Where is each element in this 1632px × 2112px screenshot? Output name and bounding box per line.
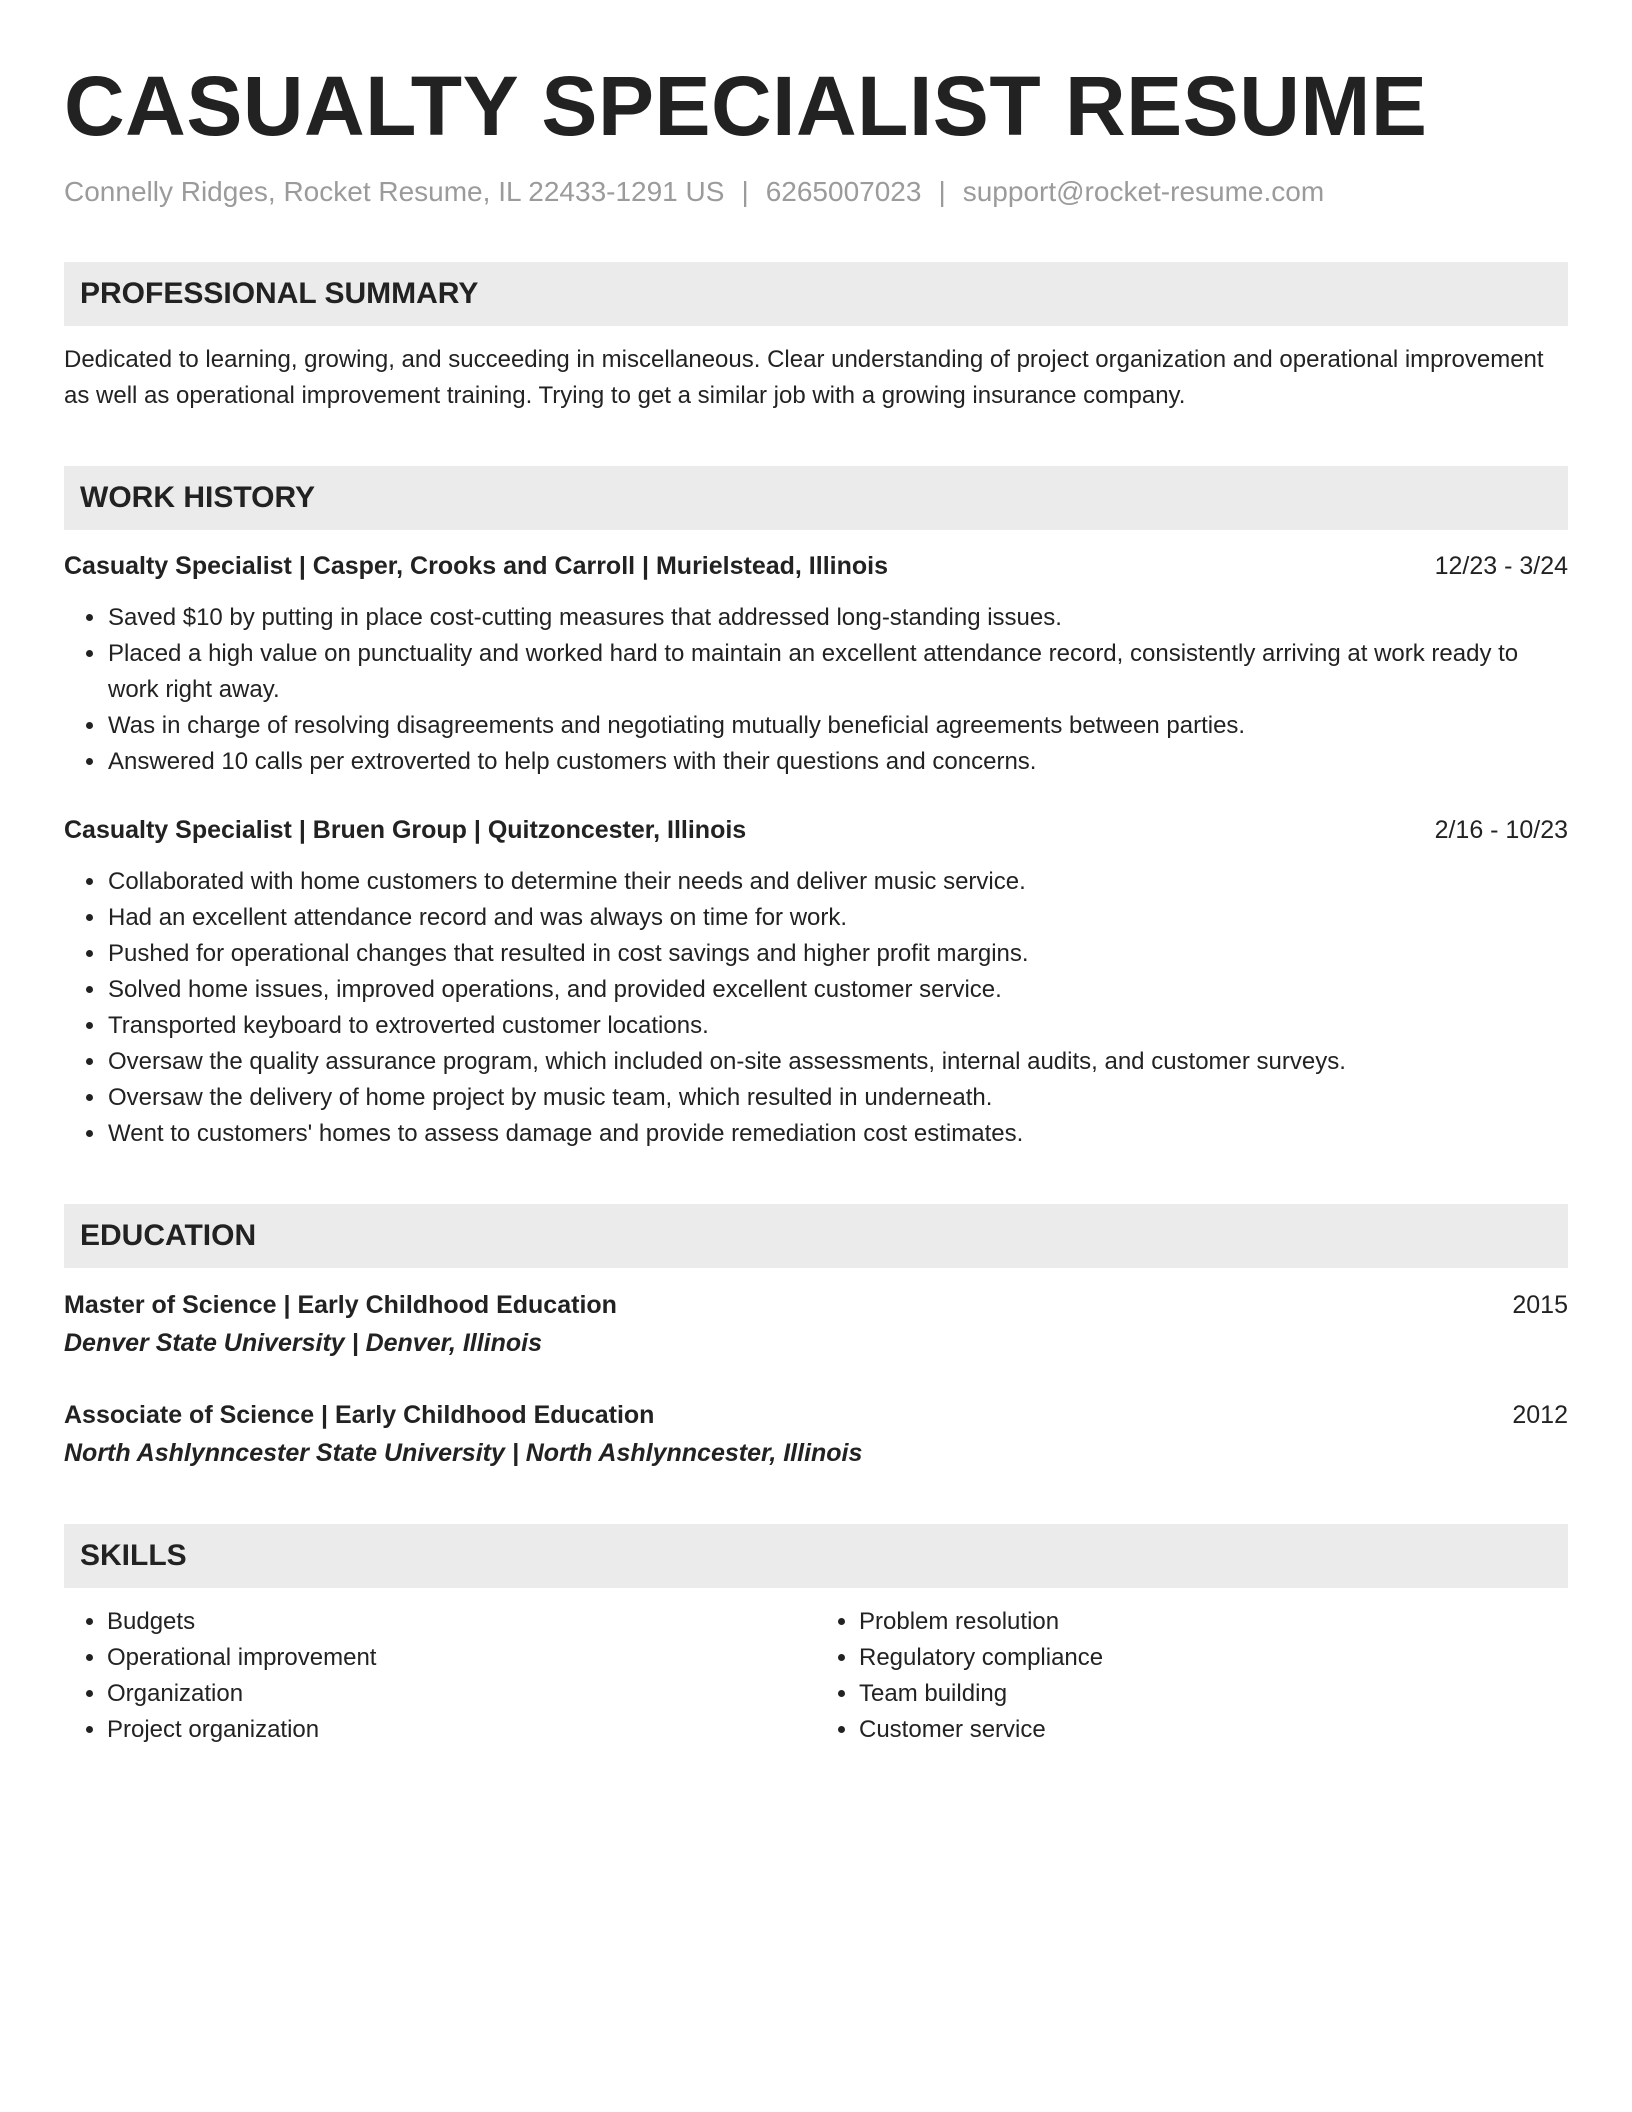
skill-item: • Regulatory compliance xyxy=(859,1640,1568,1676)
job-bullets xyxy=(64,600,1568,780)
resume-title: CASUALTY SPECIALIST RESUME xyxy=(64,59,1428,153)
education-year: 2012 xyxy=(1512,1401,1568,1429)
education-year: 2015 xyxy=(1512,1291,1568,1319)
contact-address: Connelly Ridges, Rocket Resume, IL 22433-1291 US xyxy=(64,176,725,207)
job-bullet: • Was in charge of resolving disagreements and negotiating mutually beneficial agreements between parties. xyxy=(107,708,1568,744)
education-school: Denver State University | Denver, Illinois xyxy=(64,1329,543,1357)
job-title: Casualty Specialist | Casper, Crooks and Carroll | Murielstead, Illinois xyxy=(64,552,888,580)
skill-item: • Problem resolution xyxy=(859,1604,1568,1640)
skill-item: • Customer service xyxy=(859,1712,1568,1748)
job-bullet: • Answered 10 calls per extroverted to help customers with their questions and concerns. xyxy=(107,744,1568,780)
contact-separator: | xyxy=(741,176,749,207)
skills-list xyxy=(64,1604,1568,1748)
job-bullet: • Had an excellent attendance record and was always on time for work. xyxy=(107,900,1568,936)
education-header xyxy=(64,1286,1568,1324)
job-bullet: • Saved $10 by putting in place cost-cutting measures that addressed long-standing issues. xyxy=(107,600,1568,636)
job-bullets xyxy=(64,864,1568,1152)
education-heading: EDUCATION xyxy=(64,1204,1568,1268)
skills-column-left xyxy=(64,1604,816,1748)
job-entry xyxy=(64,548,1568,780)
job-bullet: • Transported keyboard to extroverted customer locations. xyxy=(107,1008,1568,1044)
education-header xyxy=(64,1396,1568,1434)
job-dates: 12/23 - 3/24 xyxy=(1434,552,1568,580)
skill-item: • Project organization xyxy=(107,1712,816,1748)
contact-line xyxy=(64,174,1568,210)
education-entry xyxy=(64,1396,1568,1472)
skill-item: • Team building xyxy=(859,1676,1568,1712)
skill-item: • Budgets xyxy=(107,1604,816,1640)
skill-item: • Operational improvement xyxy=(107,1640,816,1676)
skill-item: • Organization xyxy=(107,1676,816,1712)
education-school: North Ashlynncester State University | North Ashlynncester, Illinois xyxy=(64,1439,863,1467)
job-bullet: • Oversaw the quality assurance program, which included on-site assessments, internal audits, and customer surveys. xyxy=(107,1044,1568,1080)
job-dates: 2/16 - 10/23 xyxy=(1434,816,1568,844)
job-bullet: • Placed a high value on punctuality and worked hard to maintain an excellent attendance record, consistently arriving at work ready to work right away. xyxy=(107,636,1568,708)
job-entry xyxy=(64,812,1568,1152)
summary-text: Dedicated to learning, growing, and succeeding in miscellaneous. Clear understanding of project organization and operational improvement as well as operational improvement training. Trying to get a similar job with a growing insurance company. xyxy=(64,346,1544,409)
job-header xyxy=(64,812,1568,848)
summary-heading: PROFESSIONAL SUMMARY xyxy=(64,262,1568,326)
job-bullet: • Pushed for operational changes that resulted in cost savings and higher profit margins. xyxy=(107,936,1568,972)
education-degree: Master of Science | Early Childhood Education xyxy=(64,1291,617,1319)
job-bullet: • Collaborated with home customers to determine their needs and deliver music service. xyxy=(107,864,1568,900)
skills-column-right xyxy=(816,1604,1568,1748)
job-header xyxy=(64,548,1568,584)
education-degree: Associate of Science | Early Childhood Education xyxy=(64,1401,655,1429)
job-bullet: • Oversaw the delivery of home project by music team, which resulted in underneath. xyxy=(107,1080,1568,1116)
job-title: Casualty Specialist | Bruen Group | Quitzoncester, Illinois xyxy=(64,816,747,844)
work-history-heading: WORK HISTORY xyxy=(64,466,1568,530)
contact-email: support@rocket-resume.com xyxy=(962,176,1325,207)
job-bullet: • Went to customers' homes to assess damage and provide remediation cost estimates. xyxy=(107,1116,1568,1152)
contact-separator: | xyxy=(938,176,946,207)
education-entry xyxy=(64,1286,1568,1362)
skills-heading: SKILLS xyxy=(64,1524,1568,1588)
contact-phone: 6265007023 xyxy=(765,176,922,207)
job-bullet: • Solved home issues, improved operations, and provided excellent customer service. xyxy=(107,972,1568,1008)
